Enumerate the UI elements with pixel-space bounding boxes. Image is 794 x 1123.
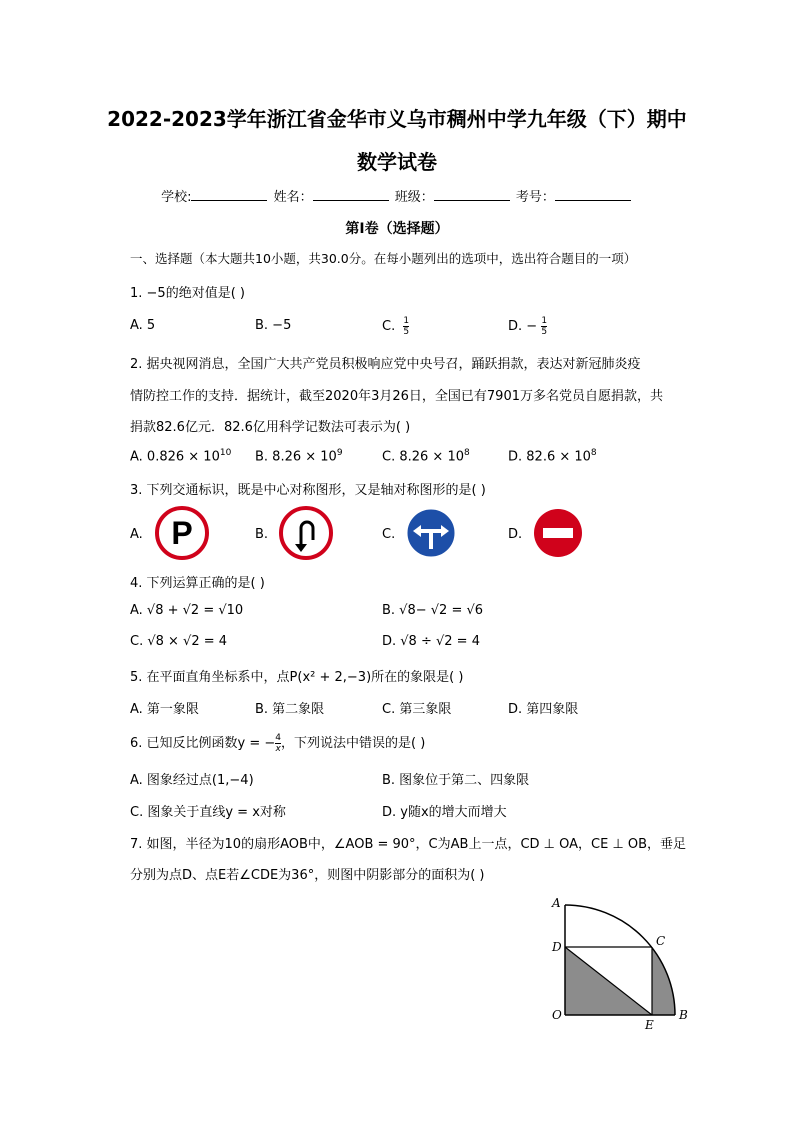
q1-c-fraction [403, 316, 409, 337]
q5-option-a: A. 第一象限 [130, 702, 199, 717]
q2-a-exp: 10 [219, 448, 232, 458]
q2-option-c [382, 448, 470, 464]
q4-stem: 4. 下列运算正确的是( ) [130, 576, 265, 591]
q4-option-d: D. √8 ÷ √2 = 4 [382, 634, 480, 649]
name-blank [313, 188, 389, 201]
q4-option-b: B. √8− √2 = √6 [382, 603, 484, 618]
q1-c-numerator: 1 [403, 316, 410, 326]
q1-stem: 1. −5的绝对值是( ) [130, 286, 245, 301]
q1-d-numerator: 1 [541, 316, 548, 326]
q1-d-fraction [541, 316, 547, 337]
q3-option-b-label: B. [255, 527, 269, 542]
no-entry-sign-icon [532, 507, 584, 559]
section-title: 第I卷（选择题） [345, 221, 449, 237]
label-c: C [656, 934, 666, 948]
q2-c-exp: 8 [464, 448, 470, 458]
sector-figure [548, 895, 698, 1035]
q6-numerator: 4 [275, 733, 282, 743]
q2-d-base: D. 82.6 × 10 [508, 449, 591, 465]
q1-option-b: B. −5 [255, 318, 292, 333]
number-label: 考号： [515, 190, 555, 205]
q1-d-denominator: 5 [541, 327, 548, 337]
class-label: 班级： [394, 190, 434, 205]
q5-option-c: C. 第三象限 [382, 702, 452, 717]
u-turn-sign-icon [279, 506, 333, 560]
q2-b-base: B. 8.26 × 10 [255, 449, 337, 465]
q7-line1: 7. 如图，半径为10的扇形AOB中，∠AOB = 90°，C为AB上一点，CD ⊥ OA，CE ⊥ OB，垂足 [130, 837, 687, 852]
q6-stem-pre: 6. 已知反比例函数y = − [130, 736, 276, 751]
turn-left-right-sign-icon [405, 507, 457, 559]
q3-stem: 3. 下列交通标识，既是中心对称图形，又是轴对称图形的是( ) [130, 483, 486, 498]
shaded-corner-region [652, 947, 675, 1015]
q4-option-a: A. √8 + √2 = √10 [130, 603, 244, 618]
q2-a-base: A. 0.826 × 10 [130, 449, 220, 465]
label-d: D [552, 940, 562, 954]
q6-option-b: B. 图象位于第二、四象限 [382, 773, 530, 788]
q2-d-exp: 8 [590, 448, 597, 458]
q6-option-a: A. 图象经过点(1,−4) [130, 773, 254, 788]
q6-stem [130, 732, 425, 754]
q5-stem: 5. 在平面直角坐标系中，点P(x² + 2,−3)所在的象限是( ) [130, 670, 464, 685]
class-blank [434, 188, 510, 201]
q6-stem-post: ，下列说法中错误的是( ) [281, 736, 426, 751]
name-label: 姓名： [273, 190, 313, 205]
label-o: O [552, 1008, 562, 1022]
q6-option-c: C. 图象关于直线y = x对称 [130, 805, 286, 820]
q6-denominator: x [275, 744, 281, 754]
q7-line2: 分别为点D、点E若∠CDE为36°，则图中阴影部分的面积为( ) [130, 868, 485, 883]
q3-option-a-label: A. [130, 527, 143, 542]
label-a: A [552, 896, 561, 910]
parking-letter: P [171, 515, 193, 551]
q6-option-d: D. y随x的增大而增大 [382, 805, 507, 820]
q2-line3: 捐款82.6亿元．82.6亿用科学记数法可表示为( ) [130, 420, 411, 435]
q1-c-prefix: C. [382, 319, 396, 334]
q3-option-d-label: D. [508, 527, 523, 542]
q3-option-c-label: C. [382, 527, 396, 542]
school-label: 学校: [161, 190, 192, 205]
label-b: B [679, 1008, 688, 1022]
q4-option-c: C. √8 × √2 = 4 [130, 634, 228, 649]
q1-option-d [508, 316, 547, 337]
q5-option-d: D. 第四象限 [508, 702, 579, 717]
q2-line1: 2. 据央视网消息，全国广大共产党员积极响应党中央号召，踊跃捐款，表达对新冠肺炎疫 [130, 357, 641, 372]
q1-c-denominator: 5 [403, 327, 410, 337]
q2-b-exp: 9 [336, 448, 343, 458]
q2-option-a [130, 448, 231, 464]
exam-title-line1: 2022-2023学年浙江省金华市义乌市稠州中学九年级（下）期中 [107, 107, 687, 131]
student-info-row [0, 186, 794, 205]
q2-option-b [255, 448, 343, 464]
parking-sign-icon [155, 506, 209, 560]
number-blank [555, 188, 631, 201]
exam-title-line2: 数学试卷 [357, 150, 437, 174]
q2-c-base: C. 8.26 × 10 [382, 449, 464, 465]
label-e: E [645, 1018, 654, 1032]
q1-option-c [382, 316, 409, 337]
q2-line2: 情防控工作的支持．据统计，截至2020年3月26日，全国已有7901万多名党员自愿捐款，共 [130, 389, 663, 404]
school-blank [191, 188, 267, 201]
q1-d-prefix: D. − [508, 319, 538, 334]
q1-option-a: A. 5 [130, 318, 156, 333]
section-instructions: 一、选择题（本大题共10小题，共30.0分。在每小题列出的选项中，选出符合题目的一项） [130, 251, 637, 266]
q2-option-d [508, 448, 597, 464]
q5-option-b: B. 第二象限 [255, 702, 325, 717]
